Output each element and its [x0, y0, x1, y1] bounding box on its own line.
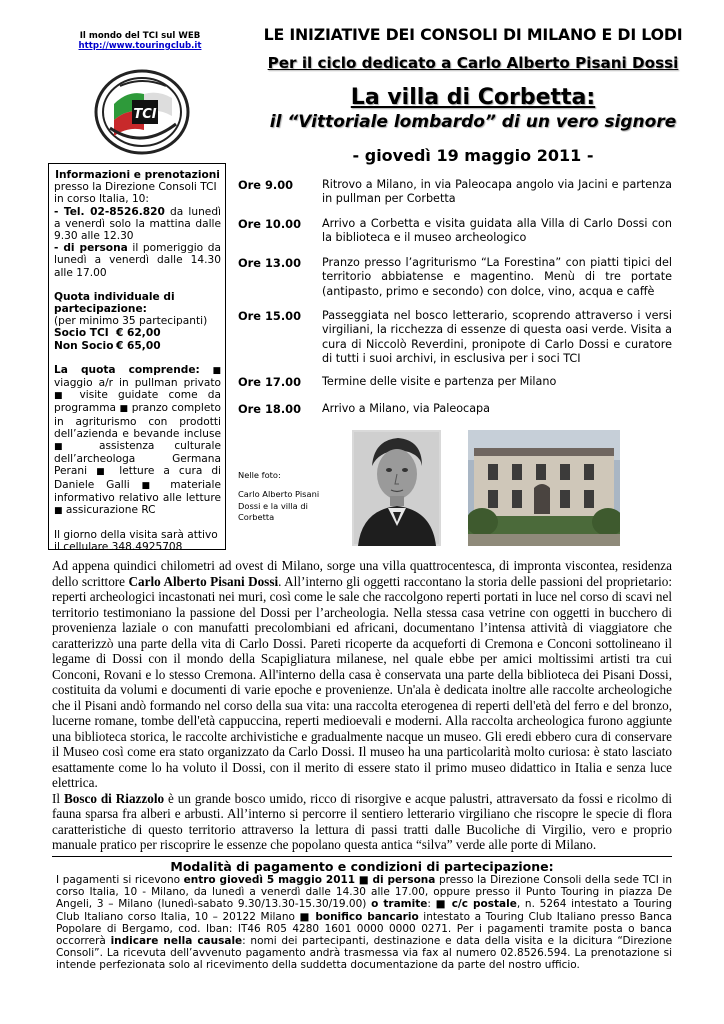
payment-text: I pagamenti si ricevono entro giovedì 5 maggio 2011 ■ di persona presso la Direzione Consoli della sede TCI in corso Italia, 10 - Milano, da lunedì a venerdì dalle 14.30 alle 17.00, oppure presso il Punto Touring in piazza De Angeli, 3 – Milano (lunedì-sabato 9.30/13.30-15.30/19.00) o tramite: ■ c/c postale, n. 5264 intestato a Touring Club Italiano corso Italia, 10 – 20122 Milano ■ bonifico bancario intestato a Touring Club Italiano presso Banca Popolare di Bergamo, cod. Iban: IT46 R05 4280 1601 0000 0000 0271. Per i pagamenti tramite posta o banca occorrerà indicare nella causale: nomi dei partecipanti, destinazione e data della visita e la dicitura “Direzione Consoli”. La ricevuta dell’avvenuto pagamento andrà trasmessa via fax al numero 02.8526.594. La prenotazione si intende perfezionata solo al ricevimento della suddetta documentazione da parte del nostro ufficio. [56, 874, 673, 972]
schedule-time: Ore 18.00 [238, 402, 302, 416]
event-subtitle: il “Vittoriale lombardo” di un vero signore [269, 112, 677, 132]
website-link[interactable]: http://www.touringclub.it [78, 41, 202, 51]
page-heading: LE INIZIATIVE DEI CONSOLI DI MILANO E DI LODI [263, 25, 683, 44]
cell-phone-note: Il giorno della visita sarà attivo il cellulare 348.4925708 [54, 529, 218, 554]
info-box [48, 163, 226, 554]
info-in-person: - di persona il pomeriggio da lunedì a venerdì dalle 14.30 alle 17.00 [54, 242, 221, 279]
cycle-heading: Per il ciclo dedicato a Carlo Alberto Pisani Dossi [267, 54, 679, 72]
schedule-time: Ore 9.00 [238, 178, 294, 192]
tci-logo [92, 68, 192, 156]
schedule-time: Ore 13.00 [238, 256, 302, 270]
event-date: - giovedì 19 maggio 2011 - [352, 146, 594, 165]
price-nonsocio: Non Socio € 65,00 [54, 339, 161, 352]
body-text [52, 558, 672, 853]
info-phone: - Tel. 02-8526.820 da lunedì a venerdì solo la mattina dalle 9.30 alle 12.30 [54, 205, 221, 243]
schedule-time: Ore 15.00 [238, 309, 302, 323]
price-socio: Socio TCI € 62,00 [54, 327, 161, 340]
body-paragraph: Ad appena quindici chilometri ad ovest di Milano, sorge una villa quattrocentesca, di impronta viscontea, residenza dello scrittore Carlo Alberto Pisani Dossi. All’interno gli oggetti raccontano la storia delle passioni del proprietario: reperti archeologici incastonati nei muri, così come le sale che raccolgono reperti portati in luce nel corso di scavi nel territorio testimoniano la passione del Dossi per l’archeologia. Nella stessa casa vetrine con oggetti in bucchero di provenienza laziale o con manufatti precolombiani ed africani, documentano l’intensa attività di viaggiatore che caratterizzò una parte della vita di Carlo Dossi. Pareti ricoperte da acqueforti di Cremona e Conconi sottolineano il legame di Dossi con il mondo della Scapigliatura milanese, nel quale ebbe per amici moltissimi artisti tra cui Conconi, Rovani e lo stesso Cremona. All'interno della casa è conservata una parte della biblioteca dei Pisani Dossi, costituita da volumi e documenti di varie epoche e provenienze. Un'ala è dedicata inoltre alle raccolte archeologiche che il Pisani andò formando nel corso della sua vita: una raccolta eterogenea di reperti dell'età del ferro e del bronzo, lucerne romane, tombe dell'età cappuccina, reperti medioevali e moderni. Alla raccolta archeologica furono aggiunte una biblioteca storica, le raccolte archivistiche e gradualmente nacque un museo. Gli eredi ebbero cura di conservare il Museo così come era stato organizzato da Carlo Dossi. Il museo ha una particolarità molto curiosa: è stato lasciato esattamente come lo ha voluto il Dossi, con il merito di essere stato il primo museo didattico in Italia e senza luce elettrica. [52, 558, 673, 790]
payment-title: Modalità di pagamento e condizioni di partecipazione: [170, 859, 554, 874]
schedule-desc: Ritrovo a Milano, in via Paleocapa angolo via Jacini e partenza in pullman per Corbetta [322, 178, 672, 206]
schedule-desc: Arrivo a Milano, via Paleocapa [322, 402, 491, 415]
schedule-time: Ore 10.00 [238, 217, 302, 231]
web-title: Il mondo del TCI sul WEB [79, 31, 201, 41]
quota-includes: La quota comprende: ■ viaggio a/r in pullman privato ■ visite guidate come da programma ■ pranzo completo in agriturismo con prodotti dell’azienda e bevande incluse ■ assistenza culturale dell’archeologa Germana Perani ■ letture a cura di Daniele Galli ■ materiale informativo relativo alle letture ■ assicurazione RC [54, 363, 221, 517]
schedule-desc: Pranzo presso l’agriturismo “La Forestina” con piatti tipici del territorio abbiatense e magentino. Menù di tre portate (antipasto, primo e secondo) con dolce, vino, acqua e caffè [322, 256, 672, 298]
schedule-desc: Passeggiata nel bosco letterario, scoprendo attraverso i versi virgiliani, la ricchezza di essenze di questa oasi verde. Visita a cura di Niccolò Reverdini, pronipote di Carlo Dossi e curatore di tutti i suoi archivi, in esclusiva per i soci TCI [322, 309, 672, 366]
body-paragraph: Il Bosco di Riazzolo è un grande bosco umido, ricco di risorgive e acque palustri, attraversato da fossi e ricolmo di fauna sparsa fra alberi e arbusti. All’interno si percorre il sentiero letterario virgiliano che riscopre le specie di flora caratteristiche di questo territorio attraverso la lettura di passi tratti dalle Bucoliche di Virgilio, vero e proprio manuale pratico per riscoprire le essenze che popolano questa antica “silva” verde alle porte di Milano. [52, 790, 672, 852]
quota-title: Quota individuale di partecipazione: [54, 290, 175, 316]
schedule-desc: Termine delle visite e partenza per Milano [322, 375, 557, 388]
info-location: presso la Direzione Consoli TCI in corso Italia, 10: [54, 181, 217, 206]
divider [52, 856, 672, 857]
quota-note: (per minimo 35 partecipanti) [54, 315, 208, 328]
schedule-desc: Arrivo a Corbetta e visita guidata alla Villa di Carlo Dossi con la biblioteca e il museo archeologico [322, 217, 672, 245]
photo-villa-corbetta [468, 430, 620, 546]
logo-text: TCI [133, 107, 157, 122]
event-title: La villa di Corbetta: [350, 85, 596, 110]
info-title: Informazioni e prenotazioni [55, 169, 220, 181]
schedule-time: Ore 17.00 [238, 375, 302, 389]
photo-caption: Nelle foto: Carlo Alberto Pisani Dossi e la villa di Corbetta [238, 470, 320, 522]
photo-dossi-portrait [352, 430, 441, 546]
